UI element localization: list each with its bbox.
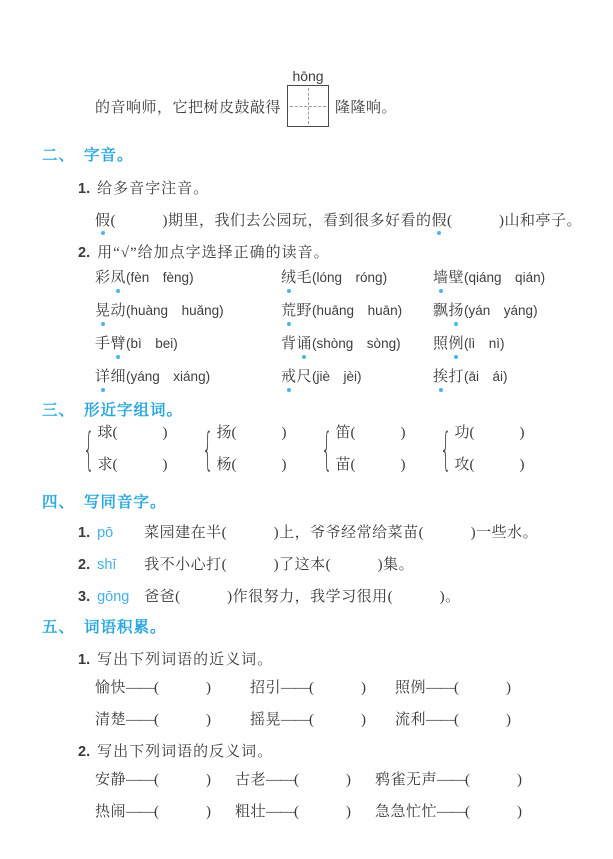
fill-in-sentence: 菜园建在半( )上，爷爷经常给菜苗( )一些水。 bbox=[144, 525, 539, 541]
pinyin-choice-cell: 背诵(shòng sòng) bbox=[281, 336, 401, 352]
dotted-char: 绒 bbox=[281, 270, 297, 286]
answer-blank: ( ) bbox=[154, 712, 212, 728]
pinyin-choice-grid bbox=[95, 268, 545, 387]
pinyin-choice-cell: 彩凤(fèn fèng) bbox=[95, 270, 194, 286]
answer-blank: ( ) bbox=[294, 772, 352, 788]
dash: —— bbox=[426, 680, 455, 696]
word-blank-cell: 急急忙忙——( ) bbox=[375, 804, 523, 820]
homophone-row bbox=[78, 553, 414, 574]
pinyin-choice-cell: 荒野(huāng huān) bbox=[281, 303, 403, 319]
item-label: 给多音字注音。 bbox=[97, 181, 210, 197]
brace-icon: { bbox=[439, 423, 452, 476]
section-2-title: 字音。 bbox=[84, 147, 134, 164]
section-3-title: 形近字组词。 bbox=[84, 402, 184, 419]
pinyin-choice-cell: 晃动(huàng huǎng) bbox=[95, 303, 224, 319]
dotted-char: 例 bbox=[448, 336, 465, 352]
intro-text-after: 隆隆响。 bbox=[335, 100, 398, 116]
antonym-row bbox=[95, 802, 523, 822]
answer-blank: ( ) bbox=[231, 457, 287, 473]
intro-text-before: 的音响师，它把树皮鼓敲得 bbox=[95, 100, 282, 116]
pinyin-annotation: hōng bbox=[292, 68, 324, 84]
word-blank-cell: 清楚——( ) bbox=[95, 712, 212, 728]
sentence-text: 期里，我们去公园玩，看到很多好看的 bbox=[168, 213, 432, 229]
dash: —— bbox=[266, 772, 295, 788]
section-4-number: 四、 bbox=[42, 494, 76, 511]
dotted-char: 挨 bbox=[433, 369, 449, 385]
section-5-item-1 bbox=[78, 648, 273, 669]
section-3-number: 三、 bbox=[42, 402, 76, 419]
item-number: 2. bbox=[78, 245, 91, 261]
brace-icon: { bbox=[201, 423, 214, 476]
dash: —— bbox=[126, 712, 155, 728]
item-number: 2. bbox=[78, 557, 91, 573]
pinyin-choice-cell: 手臂(bì bei) bbox=[95, 336, 178, 352]
answer-blank: ( ) bbox=[231, 425, 287, 441]
word-blank-cell: 招引——( ) bbox=[250, 680, 367, 696]
section-2-item-1 bbox=[78, 177, 209, 198]
word-blank-cell: 古老——( ) bbox=[235, 772, 352, 788]
word-blank-cell: 摇晃——( ) bbox=[250, 712, 367, 728]
brace-icon: { bbox=[320, 423, 333, 476]
answer-blank: ( ) bbox=[309, 712, 367, 728]
dotted-char: 荒 bbox=[281, 303, 297, 319]
answer-blank: ( ) bbox=[154, 680, 212, 696]
section-3-header bbox=[42, 398, 183, 420]
answer-blank: ( ) bbox=[294, 804, 352, 820]
brace-icon: { bbox=[82, 423, 95, 476]
dotted-char: 假 bbox=[432, 209, 448, 230]
section-4-title: 写同音字。 bbox=[84, 494, 167, 511]
item-number: 1. bbox=[78, 652, 91, 668]
item-label: 写出下列词语的近义词。 bbox=[97, 652, 274, 668]
answer-blank: ( ) bbox=[309, 680, 367, 696]
intro-line bbox=[95, 68, 397, 130]
dash: —— bbox=[281, 680, 310, 696]
word-blank-cell: 安静——( ) bbox=[95, 772, 212, 788]
pinyin-choice-cell: 飘扬(yán yáng) bbox=[433, 303, 538, 319]
section-2-item-2 bbox=[78, 241, 330, 262]
word-blank-cell: 照例——( ) bbox=[395, 680, 512, 696]
pinyin-cue: gōng bbox=[97, 589, 130, 605]
dash: —— bbox=[437, 804, 466, 820]
pinyin-choice-cell: 照例(lì nì) bbox=[433, 336, 505, 352]
section-4-header bbox=[42, 490, 167, 512]
section-2-header bbox=[42, 143, 134, 165]
char-pair: { 功( ) 攻( ) bbox=[433, 423, 543, 476]
tianzige-box bbox=[287, 85, 329, 127]
dash: —— bbox=[266, 804, 295, 820]
dotted-char: 戒 bbox=[281, 369, 297, 385]
dotted-char: 晃 bbox=[95, 303, 111, 319]
answer-blank: ( ) bbox=[465, 804, 523, 820]
dash: —— bbox=[126, 772, 155, 788]
antonym-row bbox=[95, 770, 523, 790]
dotted-char: 详 bbox=[95, 369, 111, 385]
fill-in-sentence: 我不小心打( )了这本( )集。 bbox=[144, 557, 415, 573]
word-blank-cell: 流利——( ) bbox=[395, 712, 512, 728]
item-number: 2. bbox=[78, 744, 91, 760]
dash: —— bbox=[281, 712, 310, 728]
dotted-char: 假 bbox=[95, 209, 111, 230]
dash: —— bbox=[126, 680, 155, 696]
answer-blank: ( ) bbox=[112, 425, 168, 441]
answer-blank: ( ) bbox=[154, 804, 212, 820]
dotted-char: 扬 bbox=[448, 303, 465, 319]
char-pair: { 扬( ) 杨( ) bbox=[195, 423, 305, 476]
answer-blank: ( ) bbox=[112, 457, 168, 473]
similar-char-pairs bbox=[76, 423, 543, 476]
pinyin-choice-cell: 绒毛(lóng róng) bbox=[281, 270, 388, 286]
section-5-number: 五、 bbox=[42, 619, 76, 636]
section-5-item-2 bbox=[78, 740, 273, 761]
sentence-text: 山和亭子。 bbox=[504, 213, 583, 229]
answer-blank: ( ) bbox=[350, 425, 406, 441]
synonym-row bbox=[95, 710, 512, 730]
dash: —— bbox=[437, 772, 466, 788]
synonym-row bbox=[95, 678, 512, 698]
dotted-char: 凤 bbox=[110, 270, 127, 286]
dotted-char: 臂 bbox=[110, 336, 127, 352]
answer-blank: ( ) bbox=[454, 680, 512, 696]
pinyin-cue: shī bbox=[97, 557, 117, 573]
fill-in-sentence: 爸爸( )作很努力，我学习很用( )。 bbox=[144, 589, 461, 605]
dotted-char: 墙 bbox=[433, 270, 449, 286]
word-blank-cell: 热闹——( ) bbox=[95, 804, 212, 820]
answer-blank: ( ) bbox=[447, 213, 505, 229]
pinyin-cue: pō bbox=[97, 525, 114, 541]
item-label: 写出下列词语的反义词。 bbox=[97, 744, 274, 760]
section-2-number: 二、 bbox=[42, 147, 76, 164]
pinyin-choice-cell: 挨打(āi ái) bbox=[433, 369, 508, 385]
word-blank-cell: 鸦雀无声——( ) bbox=[375, 772, 523, 788]
homophone-row bbox=[78, 521, 538, 542]
word-blank-cell: 愉快——( ) bbox=[95, 680, 212, 696]
pinyin-choice-cell: 墙壁(qiáng qián) bbox=[433, 270, 546, 286]
answer-blank: ( ) bbox=[469, 457, 525, 473]
word-blank-cell: 粗壮——( ) bbox=[235, 804, 352, 820]
answer-blank: ( ) bbox=[469, 425, 525, 441]
char-pair: { 笛( ) 苗( ) bbox=[314, 423, 424, 476]
answer-blank: ( ) bbox=[454, 712, 512, 728]
item-number: 1. bbox=[78, 181, 91, 197]
writing-box-group bbox=[287, 68, 329, 127]
answer-blank: ( ) bbox=[465, 772, 523, 788]
answer-blank: ( ) bbox=[110, 213, 169, 229]
polyphone-sentence bbox=[95, 209, 582, 230]
dotted-char: 诵 bbox=[296, 336, 313, 352]
dash: —— bbox=[426, 712, 455, 728]
item-number: 1. bbox=[78, 525, 91, 541]
answer-blank: ( ) bbox=[154, 772, 212, 788]
homophone-row bbox=[78, 585, 461, 606]
answer-blank: ( ) bbox=[350, 457, 406, 473]
section-5-title: 词语积累。 bbox=[84, 619, 167, 636]
item-label: 用“√”给加点字选择正确的读音。 bbox=[97, 245, 330, 261]
dash: —— bbox=[126, 804, 155, 820]
pinyin-choice-cell: 详细(yáng xiáng) bbox=[95, 369, 211, 385]
item-number: 3. bbox=[78, 589, 91, 605]
pinyin-choice-cell: 戒尺(jiè jèi) bbox=[281, 369, 362, 385]
section-5-header bbox=[42, 615, 167, 637]
char-pair: { 球( ) 求( ) bbox=[76, 423, 186, 476]
